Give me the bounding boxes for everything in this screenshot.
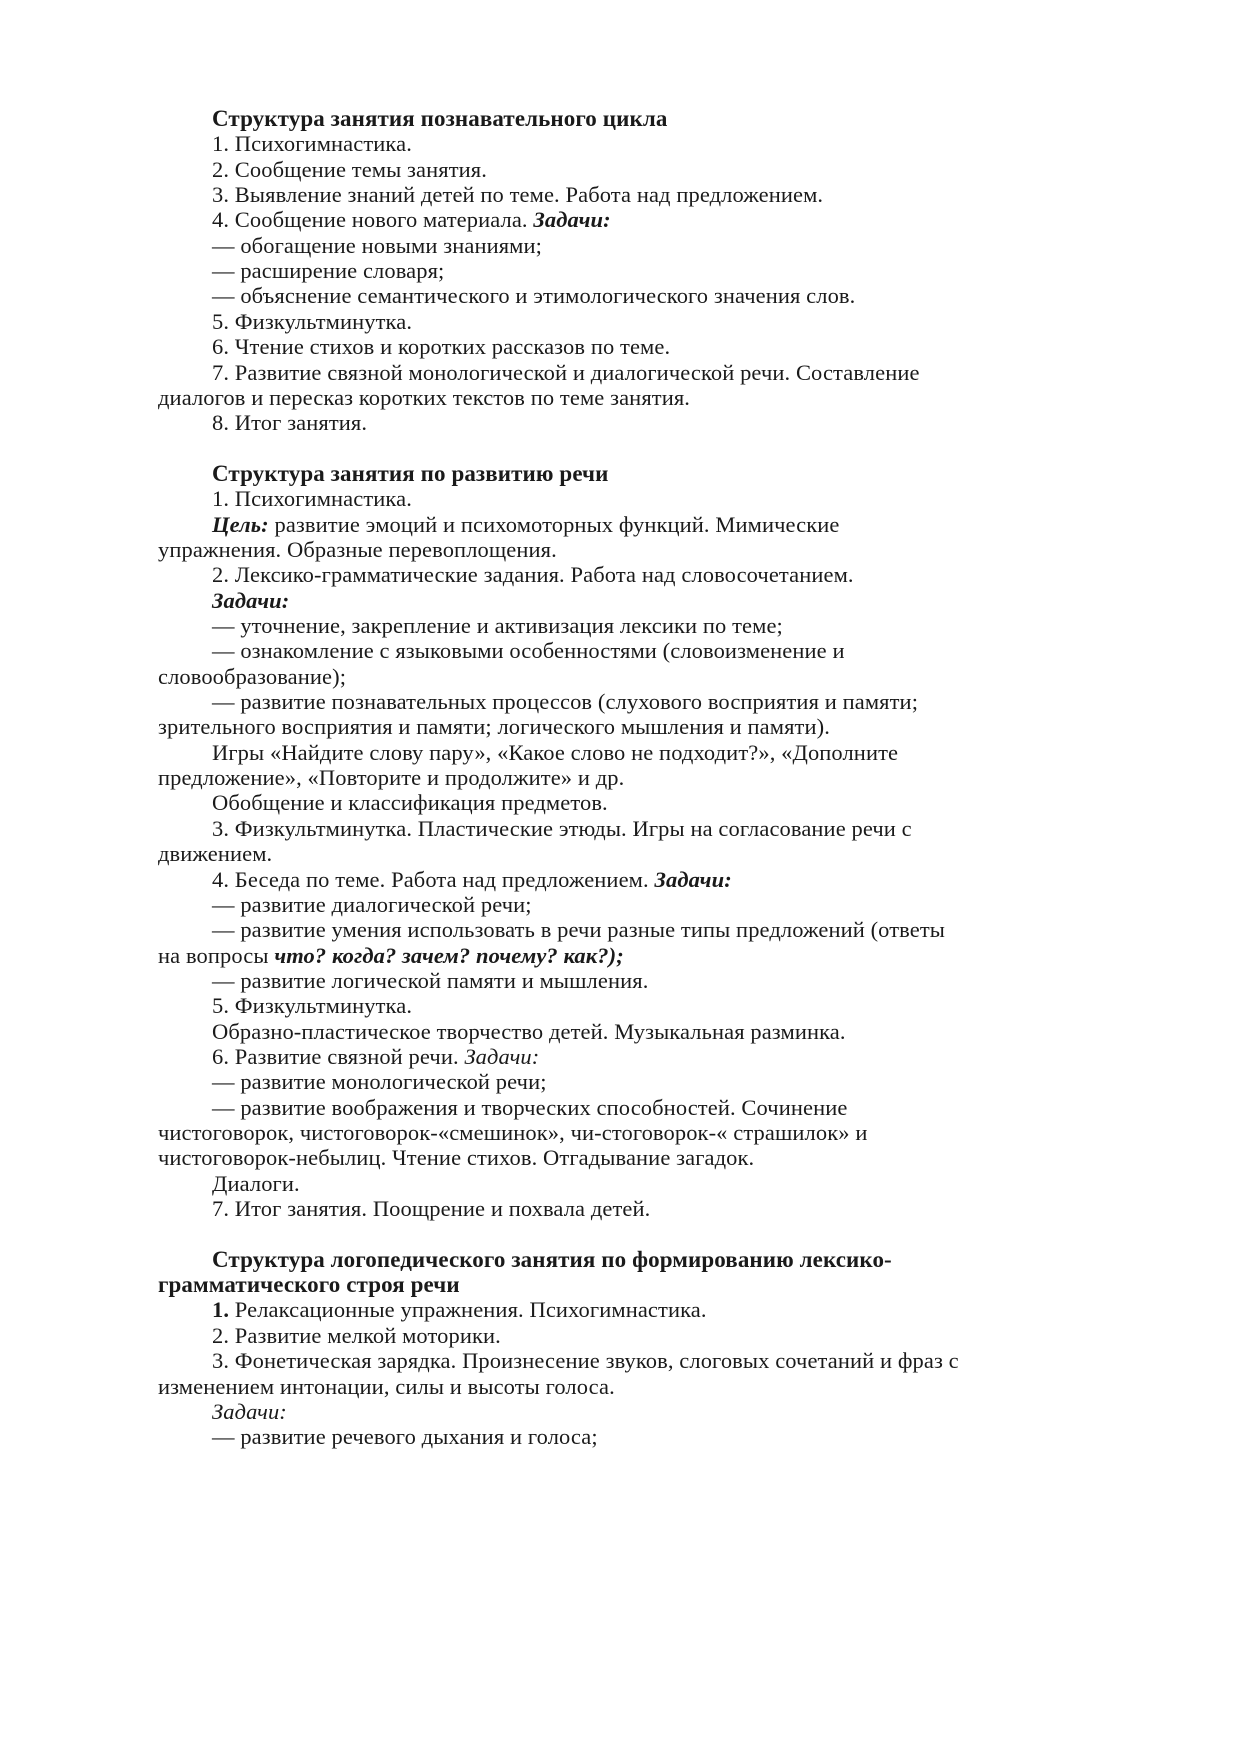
emphasized-text: Задачи: bbox=[533, 207, 611, 233]
paragraph-line bbox=[212, 486, 412, 511]
text-segment: изменением интонации, силы и высоты голоса. bbox=[158, 1373, 615, 1399]
section-heading: Структура логопедического занятия по формированию лексико- bbox=[212, 1246, 892, 1272]
emphasized-text: Задачи: bbox=[464, 1043, 540, 1069]
paragraph-line bbox=[212, 816, 912, 841]
paragraph-line bbox=[212, 1348, 959, 1373]
text-segment: — развитие воображения и творческих способностей. Сочинение bbox=[212, 1094, 848, 1120]
text-segment: 4. Сообщение нового материала. bbox=[212, 207, 534, 233]
text-segment: — развитие диалогической речи; bbox=[212, 891, 532, 917]
text-segment: 2. Лексико-грамматические задания. Работа над словосочетанием. bbox=[212, 562, 854, 588]
text-segment: — развитие речевого дыхания и голоса; bbox=[212, 1424, 598, 1450]
emphasized-text: Задачи: bbox=[212, 1398, 287, 1424]
text-segment: 8. Итог занятия. bbox=[212, 410, 368, 436]
paragraph-line bbox=[158, 664, 346, 689]
paragraph-line bbox=[212, 790, 608, 815]
text-segment: 2. Сообщение темы занятия. bbox=[212, 156, 487, 182]
text-segment: — ознакомление с языковыми особенностями (словоизменение и bbox=[212, 638, 845, 664]
emphasized-text: 1. bbox=[212, 1297, 230, 1323]
paragraph-line bbox=[212, 207, 611, 232]
paragraph-line bbox=[158, 1145, 754, 1170]
section-heading: Структура занятия познавательного цикла bbox=[212, 106, 668, 131]
text-segment: на вопросы bbox=[158, 942, 275, 968]
text-segment: 7. Развитие связной монологической и диалогической речи. Составление bbox=[212, 359, 920, 385]
paragraph-line bbox=[158, 1374, 615, 1399]
paragraph-line bbox=[158, 943, 624, 968]
paragraph-line bbox=[212, 917, 945, 942]
paragraph-line bbox=[212, 360, 920, 385]
text-segment: 5. Физкультминутка. bbox=[212, 993, 413, 1019]
paragraph-line bbox=[212, 613, 783, 638]
text-segment: 4. Беседа по теме. Работа над предложением. bbox=[212, 866, 655, 892]
text-segment: чистоговорок, чистоговорок-«смешинок», чи-стоговорок-« страшилок» и bbox=[158, 1120, 868, 1145]
text-segment: 6. Развитие связной речи. bbox=[212, 1043, 465, 1069]
paragraph-line bbox=[212, 1044, 539, 1069]
paragraph-line bbox=[158, 385, 690, 410]
emphasized-text: Задачи: bbox=[212, 587, 290, 613]
paragraph-line bbox=[212, 334, 670, 359]
paragraph-line bbox=[212, 131, 412, 156]
paragraph-line bbox=[212, 1297, 707, 1322]
paragraph-line bbox=[212, 689, 918, 714]
text-segment: — расширение словаря; bbox=[212, 258, 445, 284]
paragraph-line bbox=[212, 157, 487, 182]
text-segment: — объяснение семантического и этимологического значения слов. bbox=[212, 283, 856, 309]
text-segment: — развитие логической памяти и мышления. bbox=[212, 967, 649, 993]
text-segment: — развитие монологической речи; bbox=[212, 1069, 547, 1095]
paragraph-line bbox=[158, 537, 557, 562]
paragraph-line bbox=[212, 968, 648, 993]
paragraph-line bbox=[212, 1019, 846, 1044]
text-segment: словообразование); bbox=[158, 663, 347, 689]
paragraph-line bbox=[212, 892, 532, 917]
text-segment: 1. Психогимнастика. bbox=[212, 486, 412, 512]
paragraph-line bbox=[212, 1424, 598, 1449]
paragraph-line bbox=[212, 993, 412, 1018]
paragraph-line bbox=[212, 283, 855, 308]
text-segment: Релаксационные упражнения. Психогимнастика. bbox=[229, 1297, 707, 1323]
text-segment: — обогащение новыми знаниями; bbox=[212, 232, 543, 258]
text-segment: 6. Чтение стихов и коротких рассказов по теме. bbox=[212, 334, 671, 360]
text-segment: 2. Развитие мелкой моторики. bbox=[212, 1322, 501, 1348]
text-segment: — развитие умения использовать в речи разные типы предложений (ответы bbox=[212, 917, 945, 943]
paragraph-line bbox=[212, 1095, 847, 1120]
text-segment: 7. Итог занятия. Поощрение и похвала детей. bbox=[212, 1196, 651, 1222]
text-segment: Диалоги. bbox=[212, 1170, 300, 1196]
section-heading: Структура занятия по развитию речи bbox=[212, 460, 609, 486]
paragraph-line bbox=[212, 233, 542, 258]
section-heading: грамматического строя речи bbox=[158, 1272, 460, 1298]
text-segment: диалогов и пересказ коротких текстов по теме занятия. bbox=[158, 384, 691, 410]
emphasized-text: Цель: bbox=[212, 511, 269, 537]
paragraph-line bbox=[212, 562, 854, 587]
text-segment: развитие эмоций и психомоторных функций. Мимические bbox=[268, 511, 840, 537]
text-segment: упражнения. Образные перевоплощения. bbox=[158, 536, 557, 562]
text-segment: — уточнение, закрепление и активизация лексики по теме; bbox=[212, 613, 783, 638]
text-segment: Образно-пластическое творчество детей. Музыкальная разминка. bbox=[212, 1018, 846, 1044]
paragraph-line bbox=[212, 1196, 650, 1221]
text-segment: 3. Выявление знаний детей по теме. Работа над предложением. bbox=[212, 182, 824, 208]
text-segment: 5. Физкультминутка. bbox=[212, 308, 413, 334]
paragraph-line bbox=[212, 258, 444, 283]
text-segment: Обобщение и классификация предметов. bbox=[212, 790, 608, 816]
text-segment: 3. Фонетическая зарядка. Произнесение звуков, слоговых сочетаний и фраз с bbox=[212, 1348, 959, 1374]
emphasized-text: что? когда? зачем? почему? как?); bbox=[274, 942, 624, 968]
paragraph-line bbox=[212, 1323, 501, 1348]
paragraph-line bbox=[212, 512, 840, 537]
paragraph-line bbox=[158, 765, 624, 790]
paragraph-line bbox=[212, 309, 412, 334]
paragraph-line bbox=[212, 588, 289, 613]
text-segment: предложение», «Повторите и продолжите» и др. bbox=[158, 765, 625, 791]
paragraph-line bbox=[212, 182, 823, 207]
paragraph-line bbox=[158, 714, 830, 739]
text-segment: 3. Физкультминутка. Пластические этюды. Игры на согласование речи с bbox=[212, 815, 912, 841]
paragraph-line bbox=[158, 1120, 867, 1145]
paragraph-line bbox=[158, 841, 272, 866]
text-segment: — развитие познавательных процессов (слухового восприятия и памяти; bbox=[212, 689, 919, 715]
emphasized-text: Задачи: bbox=[654, 866, 732, 892]
text-segment: движением. bbox=[158, 841, 273, 867]
paragraph-line bbox=[212, 867, 732, 892]
text-segment: чистоговорок-небылиц. Чтение стихов. Отгадывание загадок. bbox=[158, 1145, 755, 1171]
text-segment: Игры «Найдите слову пару», «Какое слово не подходит?», «Дополните bbox=[212, 739, 899, 765]
text-segment: 1. Психогимнастика. bbox=[212, 131, 412, 157]
paragraph-line bbox=[212, 410, 367, 435]
paragraph-line bbox=[212, 1171, 300, 1196]
paragraph-line bbox=[212, 1399, 287, 1424]
paragraph-line bbox=[212, 1069, 547, 1094]
paragraph-line bbox=[212, 740, 898, 765]
text-segment: зрительного восприятия и памяти; логического мышления и памяти). bbox=[158, 714, 830, 740]
paragraph-line bbox=[212, 638, 845, 663]
